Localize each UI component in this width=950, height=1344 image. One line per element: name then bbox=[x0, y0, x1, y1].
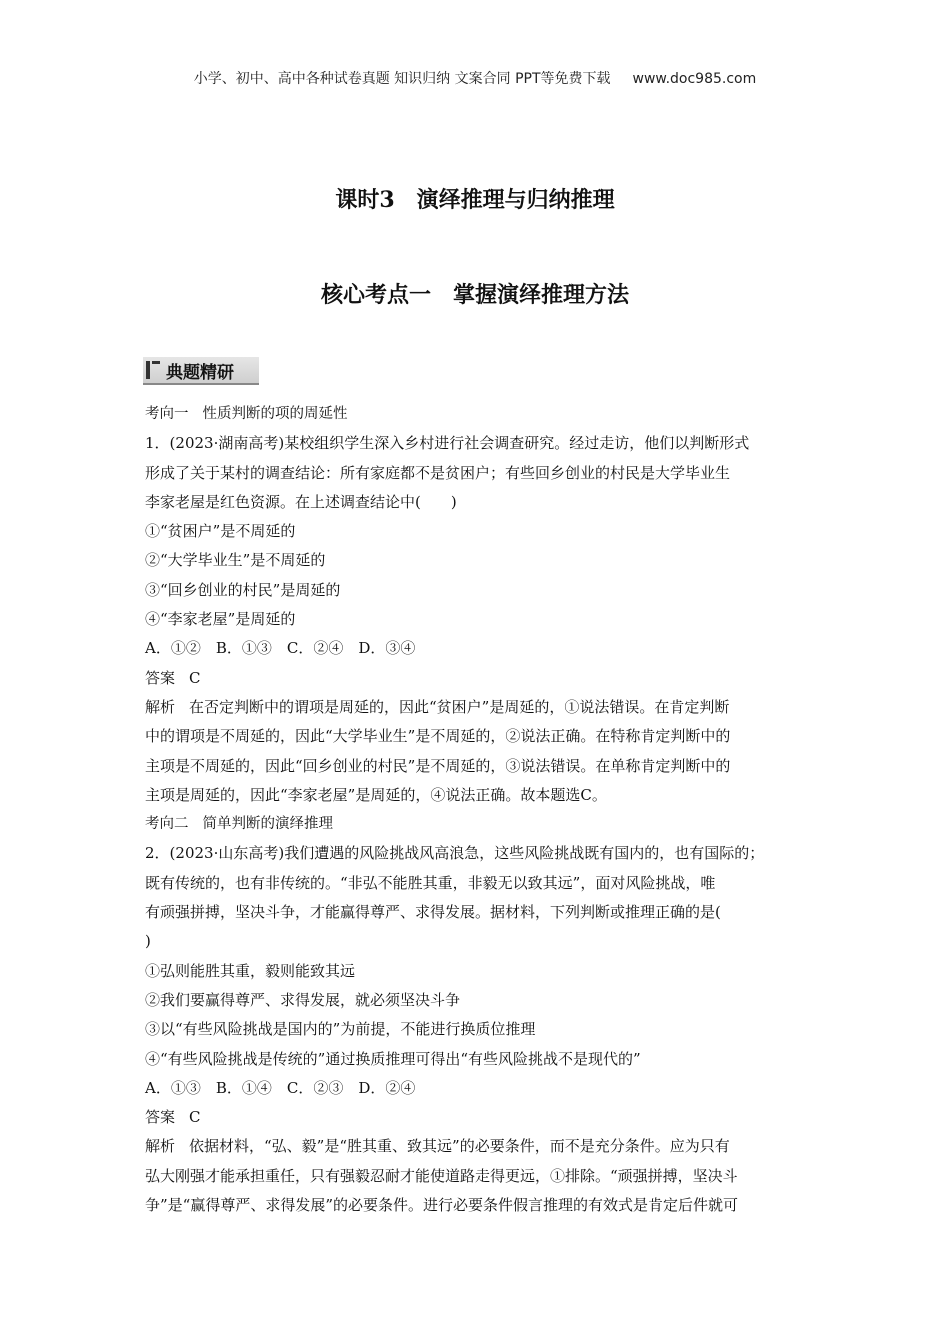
q2-line: 2．(2023·山东高考)我们遭遇的风险挑战风高浪急，这些风险挑战既有国内的，也有国际的； bbox=[145, 844, 765, 863]
q2-answer-value: C bbox=[189, 1108, 201, 1127]
q1-heading-prefix: 考向一 bbox=[145, 406, 189, 422]
q2-option: ②我们要赢得尊严、求得发展，就必须坚决斗争 bbox=[145, 990, 461, 1009]
q2-option: ①弘则能胜其重，毅则能致其远 bbox=[145, 961, 356, 980]
q1-option: ①“贫困户”是不周延的 bbox=[145, 522, 296, 541]
q2-heading-prefix: 考向二 bbox=[145, 816, 189, 833]
q1-analysis-label: 解析 bbox=[145, 697, 176, 716]
q1-analysis bbox=[145, 693, 815, 722]
banner-text: 小学、初中、高中各种试卷真题 知识归纳 文案合同 PPT等免费下载 bbox=[193, 71, 611, 87]
q2-heading-text: 简单判断的演绎推理 bbox=[202, 816, 333, 833]
section-label-text: 典题精研 bbox=[166, 362, 234, 383]
q1-choices: A．①② B．①③ C．②④ D．③④ bbox=[145, 639, 416, 658]
q1-option: ③“回乡创业的村民”是周延的 bbox=[145, 580, 341, 599]
q2-analysis bbox=[145, 1132, 815, 1161]
section-label bbox=[143, 357, 259, 385]
q2-choices: A．①③ B．①④ C．②③ D．②④ bbox=[145, 1078, 416, 1097]
q1-analysis-line: 主项是不周延的，因此“回乡创业的村民”是不周延的，③说法错误。在单称肯定判断中的 bbox=[145, 756, 731, 775]
q1-heading-text: 性质判断的项的周延性 bbox=[202, 406, 348, 422]
q1-option: ②“大学毕业生”是不周延的 bbox=[145, 551, 326, 570]
q1-analysis-line: 中的谓项是不周延的，因此“大学毕业生”是不周延的，②说法正确。在特称肯定判断中的 bbox=[145, 727, 731, 746]
q2-line: 既有传统的，也有非传统的。“非弘不能胜其重，非毅无以致其远”，面对风险挑战，唯 bbox=[145, 873, 716, 892]
q2-line: ) bbox=[145, 932, 151, 951]
q1-line: 李家老屋是红色资源。在上述调查结论中( ) bbox=[145, 492, 457, 511]
q2-analysis-text: 依据材料，“弘、毅”是“胜其重、致其远”的必要条件，而不是充分条件。应为只有 bbox=[189, 1137, 730, 1156]
q1-heading bbox=[145, 400, 815, 429]
lesson-title: 课时3 演绎推理与归纳推理 bbox=[335, 187, 615, 213]
q2-line: 有顽强拼搏，坚决斗争，才能赢得尊严、求得发展。据材料，下列判断或推理正确的是( bbox=[145, 903, 721, 922]
q1-line: 形成了关于某村的调查结论：所有家庭都不是贫困户；有些回乡创业的村民是大学毕业生 bbox=[145, 463, 731, 482]
q1-answer bbox=[145, 664, 815, 693]
q2-option: ④“有些风险挑战是传统的”通过换质推理可得出“有些风险挑战不是现代的” bbox=[145, 1049, 641, 1068]
q1-analysis-text: 在否定判断中的谓项是周延的，因此“贫困户”是周延的，①说法错误。在肯定判断 bbox=[189, 697, 730, 716]
q1-answer-label: 答案 bbox=[145, 668, 176, 687]
q1-answer-value: C bbox=[189, 668, 201, 687]
q2-analysis-line: 争”是“赢得尊严、求得发展”的必要条件。进行必要条件假言推理的有效式是肯定后件就可 bbox=[145, 1196, 739, 1215]
q1-line: 1．(2023·湖南高考)某校组织学生深入乡村进行社会调查研究。经过走访，他们以判断形式 bbox=[145, 434, 750, 453]
q2-answer-label: 答案 bbox=[145, 1108, 176, 1127]
q2-option: ③以“有些风险挑战是国内的”为前提，不能进行换质位推理 bbox=[145, 1020, 536, 1039]
banner-url[interactable]: www.doc985.com bbox=[632, 71, 757, 87]
page-banner bbox=[0, 68, 950, 88]
section-subtitle: 核心考点一 掌握演绎推理方法 bbox=[320, 282, 629, 308]
document-body bbox=[145, 400, 815, 1220]
q2-analysis-label: 解析 bbox=[145, 1137, 176, 1156]
q2-heading bbox=[145, 810, 815, 839]
bookmark-icon bbox=[146, 361, 160, 379]
q2-analysis-line: 弘大刚强才能承担重任，只有强毅忍耐才能使道路走得更远，①排除。“顽强拼搏，坚决斗 bbox=[145, 1166, 738, 1185]
q2-answer bbox=[145, 1103, 815, 1132]
q1-option: ④“李家老屋”是周延的 bbox=[145, 610, 296, 629]
q1-analysis-line: 主项是周延的，因此“李家老屋”是周延的，④说法正确。故本题选C。 bbox=[145, 785, 607, 804]
